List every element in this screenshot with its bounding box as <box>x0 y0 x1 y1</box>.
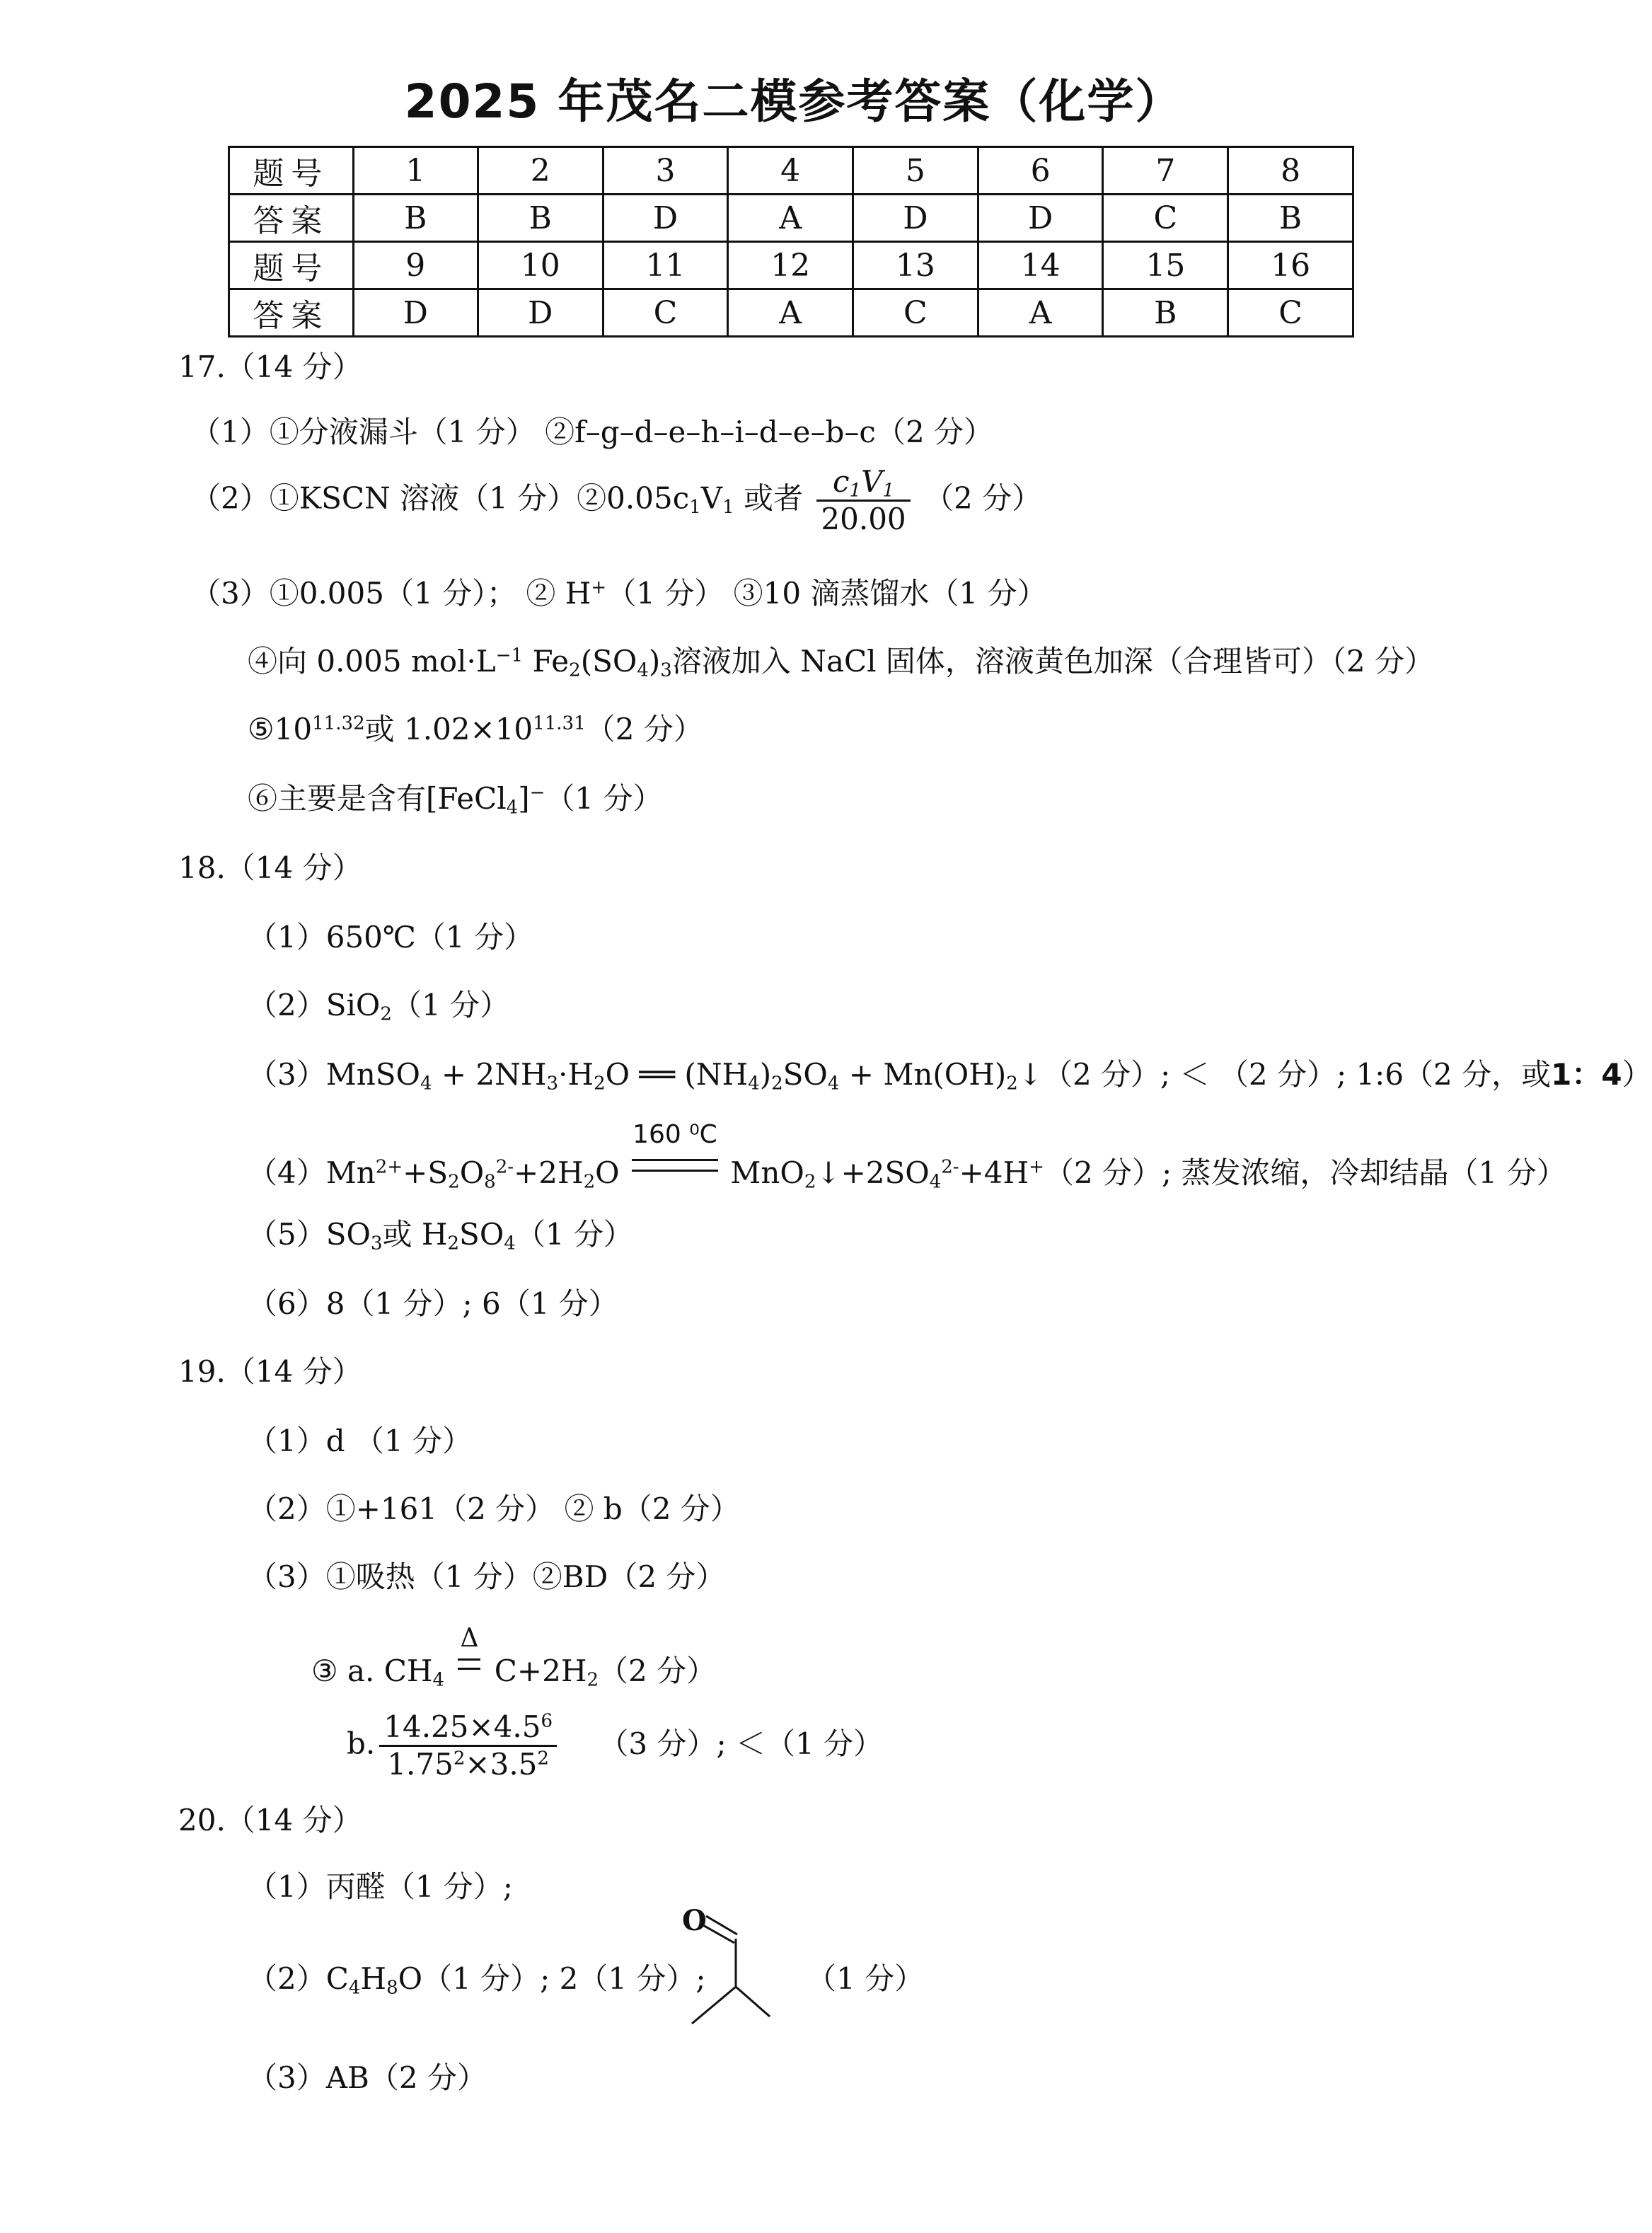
table-cell: B <box>1103 289 1228 337</box>
isobutyraldehyde-structure <box>679 1903 785 2045</box>
q20-part2-score: （1 分） <box>807 1961 925 1996</box>
q20-part3: （3）AB（2 分） <box>248 2060 487 2095</box>
table-cell: 15 <box>1103 242 1228 289</box>
q18-part5: $(5)SO_3$或 $H_2SO_4(1$ 分） <box>248 1217 633 1254</box>
table-cell: 7 <box>1103 147 1228 195</box>
table-cell: 12 <box>728 242 853 289</box>
table-cell: D <box>978 195 1103 242</box>
q18-part2: （2）SiO$_2$（1 分） <box>248 988 510 1025</box>
table-cell: 2 <box>478 147 603 195</box>
table-cell: 6 <box>978 147 1103 195</box>
q18-part1: （1）650℃（1 分） <box>248 920 533 954</box>
table-cell: 11 <box>603 242 728 289</box>
table-cell: 16 <box>1228 242 1353 289</box>
q20-part2: $(2)C_4H_8O(1$ 分）; 2（1 分）; <box>248 1961 706 1999</box>
table-cell: A <box>978 289 1103 337</box>
q18-part4: $(4)Mn^{2+}+S_2O_8^{2-}+2H_2O$ 160 ⁰C $MnO_2↓+2SO_4^{2-}+4H^+(2$ 分）; 蒸发浓缩，冷却结晶（1 分） <box>248 1120 1566 1193</box>
table-row <box>229 289 1353 337</box>
q18-part3: （3）MnSO$_4$ + $2NH_3\cdot H_2O$ ══ $(NH_4)_2SO_4$ + $Mn(OH)_2↓(2$ 分）; ＜ （2 分）; 1:6（2 分，或1：4） <box>248 1057 1652 1095</box>
table-cell: 10 <box>478 242 603 289</box>
q17-part3-4: ④向 0.005 $mol\cdot L^{-1}$ $Fe_2(SO_4)_3$溶液加入 NaCl 固体，溶液黄色加深（合理皆可）（2 分） <box>248 644 1434 681</box>
q17-part1: （1）①分液漏斗（1 分） ②f–g–d–e–h–i–d–e–b–c（2 分） <box>191 415 994 449</box>
q17-part3: （3）①0.005（1 分）； ② H+（1 分） ③10 滴蒸馏水（1 分） <box>191 576 1047 611</box>
table-cell: 1 <box>353 147 478 195</box>
table-cell: 14 <box>978 242 1103 289</box>
table-cell: 9 <box>353 242 478 289</box>
q19-part3-3a: ③ a. $CH_4$ Δ $C+2H_2(2$ 分） <box>311 1624 717 1691</box>
q19-part3-3b: b. $\frac{14.25\times 4.5^6}{1.75^2\times 3.5^2}$ （3 分）; ＜（1 分） <box>347 1709 884 1782</box>
q17-heading: 17.（14 分） <box>178 350 362 384</box>
table-cell: B <box>478 195 603 242</box>
label-answer: 答案 <box>229 195 354 242</box>
q19-part3: （3）①吸热（1 分）②BD（2 分） <box>248 1559 726 1594</box>
q17-part3-5: $⑤10^{11.32}$或 $1.02\times 10^{11.31}(2$ 分） <box>248 712 703 746</box>
fraction-c1v1: $\frac{c_1V_1}{20.00}$ <box>816 467 910 534</box>
label-answer: 答案 <box>229 289 354 337</box>
q19-heading: 19.（14 分） <box>178 1354 362 1389</box>
q19-part1: （1）d （1 分） <box>248 1424 473 1458</box>
q18-part6: （6）8（1 分）; 6（1 分） <box>248 1286 618 1321</box>
svg-text:O: O <box>682 1904 707 1937</box>
table-cell: B <box>353 195 478 242</box>
answer-table <box>228 146 1354 337</box>
q18-heading: 18.（14 分） <box>178 850 362 885</box>
table-cell: D <box>853 195 978 242</box>
label-question-number: 题号 <box>229 242 354 289</box>
table-row <box>229 147 1353 195</box>
table-cell: 3 <box>603 147 728 195</box>
q17-part2: （2）①KSCN 溶液（1 分）$②0.05c_1V_1$ 或者 $\frac{c_1V_1}{20.00}$ （2 分） <box>191 464 1042 536</box>
reaction-condition: 160 ⁰C <box>629 1155 721 1183</box>
heat-condition: Δ <box>454 1653 485 1681</box>
table-cell: 4 <box>728 147 853 195</box>
q20-heading: 20.（14 分） <box>178 1803 362 1837</box>
table-row <box>229 242 1353 289</box>
q17-part3-6: ⑥主要是含有[FeCl$_4$]−（1 分） <box>248 781 663 819</box>
table-cell: C <box>1103 195 1228 242</box>
table-row <box>229 195 1353 242</box>
q19-part2: （2）①+161（2 分） ② b（2 分） <box>248 1491 740 1526</box>
table-cell: D <box>353 289 478 337</box>
table-cell: A <box>728 195 853 242</box>
table-cell: D <box>478 289 603 337</box>
q20-part1: （1）丙醛（1 分）; <box>248 1869 513 1904</box>
page-title: 2025 年茂名二模参考答案（化学） <box>404 74 1184 129</box>
table-cell: B <box>1228 195 1353 242</box>
table-cell: 13 <box>853 242 978 289</box>
table-cell: C <box>1228 289 1353 337</box>
table-cell: D <box>603 195 728 242</box>
equilibrium-fraction: $\frac{14.25\times 4.5^6}{1.75^2\times 3.5^2}$ <box>379 1712 557 1779</box>
table-cell: 8 <box>1228 147 1353 195</box>
table-cell: C <box>853 289 978 337</box>
table-cell: 5 <box>853 147 978 195</box>
label-question-number: 题号 <box>229 147 354 195</box>
table-cell: C <box>603 289 728 337</box>
table-cell: A <box>728 289 853 337</box>
